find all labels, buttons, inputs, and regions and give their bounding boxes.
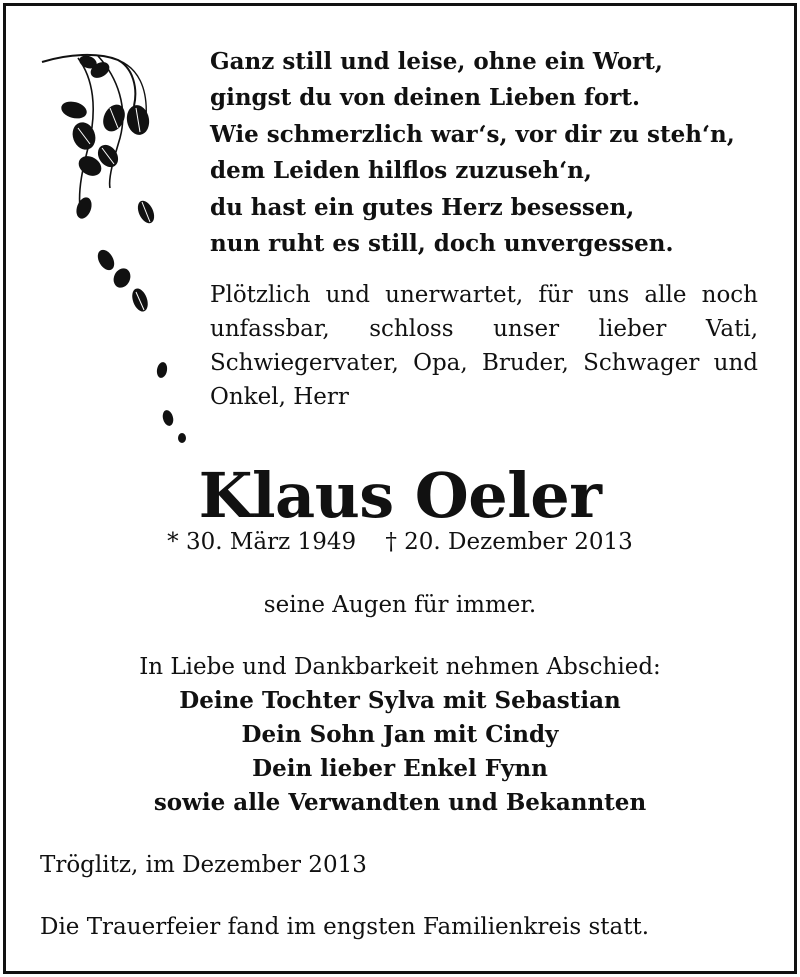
poem-line: Ganz still und leise, ohne ein Wort, xyxy=(210,48,663,75)
mourner-name: Dein lieber Enkel Fynn xyxy=(252,755,548,782)
poem-line: gingst du von deinen Lieben fort. xyxy=(210,84,640,112)
poem-line: nun ruht es still, doch unvergessen. xyxy=(210,230,674,258)
falling-leaves-illustration xyxy=(38,48,208,458)
mourner-name: Dein Sohn Jan mit Cindy xyxy=(241,721,559,748)
birth-date: * 30. März 1949 xyxy=(167,529,357,555)
deceased-name: Klaus Oeler xyxy=(198,459,602,532)
mourners-intro: In Liebe und Dankbarkeit nehmen Abschied: xyxy=(139,654,661,680)
closing-phrase: seine Augen für immer. xyxy=(263,592,537,618)
life-dates xyxy=(0,524,800,560)
mourner-name: sowie alle Verwandten und Bekannten xyxy=(153,789,647,816)
intro-text: Plötzlich und unerwartet, für uns alle noch unfassbar, schloss unser lieber Vati, Schwiegervater, Opa, Bruder, Schwager und Onkel, Herr xyxy=(210,282,758,410)
poem-line: Wie schmerzlich war‘s, vor dir zu steh‘n, xyxy=(210,120,735,148)
death-date: † 20. Dezember 2013 xyxy=(385,529,633,555)
funeral-note: Die Trauerfeier fand im engsten Familienkreis statt. xyxy=(40,914,650,940)
poem-line: du hast ein gutes Herz besessen, xyxy=(210,193,635,221)
poem xyxy=(210,44,770,262)
poem-line: dem Leiden hilflos zuzuseh‘n, xyxy=(210,157,592,185)
mourner-name: Deine Tochter Sylva mit Sebastian xyxy=(179,687,621,714)
place-date: Tröglitz, im Dezember 2013 xyxy=(40,852,367,878)
